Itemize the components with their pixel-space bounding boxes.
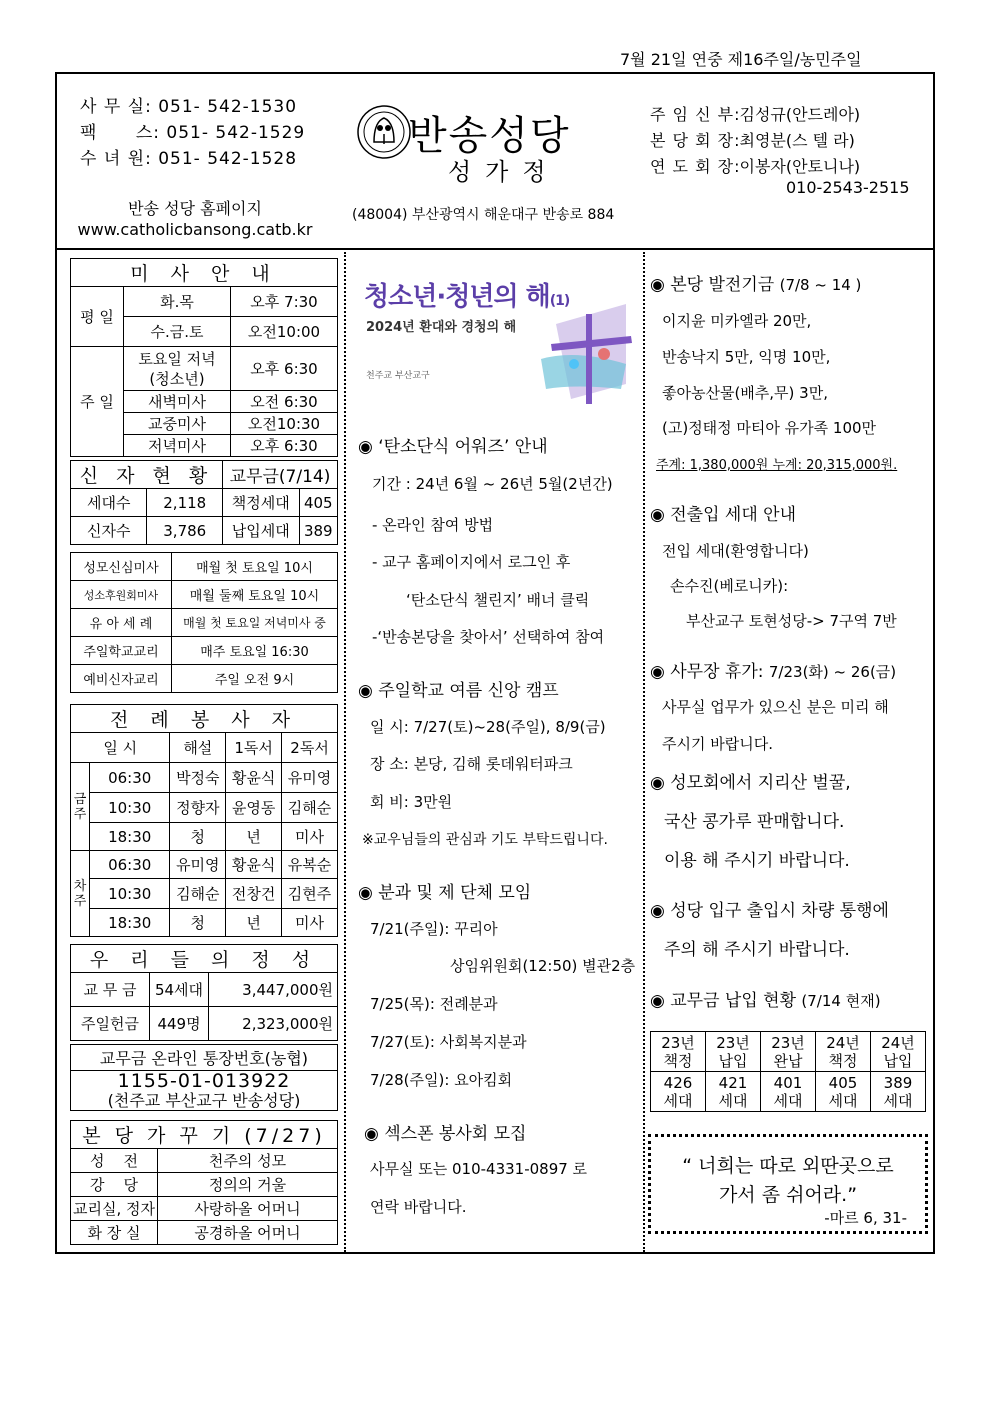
carbon-line: - 온라인 참여 방법 bbox=[372, 516, 494, 534]
cell: 405 bbox=[299, 489, 337, 517]
sunday-label: 주 일 bbox=[71, 347, 124, 457]
header-divider bbox=[55, 248, 935, 250]
vacation-line: 사무실 업무가 있으신 분은 미리 해 bbox=[662, 698, 889, 716]
col-header: 2독서 bbox=[282, 733, 338, 763]
scripture-quote bbox=[648, 1134, 928, 1234]
car-line: ◉ 성당 입구 출입시 차량 통행에 bbox=[650, 901, 889, 921]
cell: 유 아 세 례 bbox=[71, 609, 172, 637]
right-column-divider bbox=[643, 252, 645, 1252]
cell: 18:30 bbox=[90, 909, 170, 937]
account-table bbox=[70, 1044, 338, 1111]
mass-day: 교중미사 bbox=[124, 413, 231, 435]
cell: 년 bbox=[226, 909, 282, 937]
cell: 매월 첫 토요일 10시 bbox=[172, 553, 338, 581]
cell: 김해순 bbox=[282, 793, 338, 823]
tithe-value: 421 세대 bbox=[706, 1072, 761, 1112]
cell: 화 장 실 bbox=[71, 1221, 158, 1245]
district-row bbox=[650, 154, 860, 177]
cell: 10:30 bbox=[90, 793, 170, 823]
mass-time: 오전 6:30 bbox=[231, 391, 338, 413]
cell: 책정세대 bbox=[223, 489, 299, 517]
cell: 황윤식 bbox=[226, 763, 282, 793]
cell: 06:30 bbox=[90, 763, 170, 793]
chair-label: 본 당 회 장 bbox=[650, 131, 735, 150]
tithe-status-row bbox=[650, 986, 881, 1011]
tithe-value: 389 세대 bbox=[871, 1072, 926, 1112]
honey-line: ◉ 성모회에서 지리산 벌꿀, bbox=[650, 773, 851, 793]
fund-line: 반송낙지 5만, 익명 10만, bbox=[662, 348, 831, 366]
tithe-status-date: (7/14 현재) bbox=[801, 992, 881, 1010]
pastor-row bbox=[650, 102, 860, 125]
move-line: 전입 세대(환영합니다) bbox=[662, 542, 809, 560]
cell: 정의의 거울 bbox=[158, 1173, 338, 1197]
camp-title: ◉ 주일학교 여름 신앙 캠프 bbox=[358, 681, 559, 701]
carbon-line: ‘탄소단식 챌린지’ 배너 클릭 bbox=[406, 591, 590, 609]
cell: 매주 토요일 16:30 bbox=[172, 637, 338, 665]
tithe-value: 426 세대 bbox=[651, 1072, 706, 1112]
tithe-status-table bbox=[650, 1031, 926, 1112]
cell: 김현주 bbox=[282, 879, 338, 909]
cell: 3,447,000원 bbox=[209, 973, 338, 1007]
homepage-url[interactable]: www.catholicbansong.catb.kr bbox=[77, 220, 313, 239]
next-week-label: 차주 bbox=[71, 851, 90, 937]
fund-line: 이지윤 미카엘라 20만, bbox=[662, 312, 812, 330]
cell: 황윤식 bbox=[226, 851, 282, 879]
mass-time: 오전10:30 bbox=[231, 413, 338, 435]
honey-line: 국산 콩가루 판매합니다. bbox=[664, 812, 845, 832]
cell: 박정숙 bbox=[170, 763, 226, 793]
liturgy-table bbox=[70, 704, 338, 937]
col-header: 일 시 bbox=[71, 733, 170, 763]
honey-line: 이용 해 주시기 바랍니다. bbox=[664, 851, 850, 871]
carbon-line: - 교구 홈페이지에서 로그인 후 bbox=[372, 553, 571, 571]
care-table bbox=[70, 1120, 338, 1245]
quote-line: “ 너희는 따로 외딴곳으로 bbox=[682, 1155, 894, 1177]
cell: 천주의 성모 bbox=[158, 1149, 338, 1173]
vacation-date: 7/23(화) ~ 26(금) bbox=[768, 663, 897, 681]
cell: 성소후원회미사 bbox=[71, 581, 172, 609]
district-label: 연 도 회 장 bbox=[650, 157, 735, 176]
cell: 정향자 bbox=[170, 793, 226, 823]
schedule-table bbox=[70, 552, 338, 693]
parish-address: (48004) 부산광역시 해운대구 반송로 884 bbox=[352, 207, 615, 223]
cell: 윤영동 bbox=[226, 793, 282, 823]
move-line: 부산교구 토현성당-> 7구역 7반 bbox=[686, 612, 897, 630]
cell: 유미영 bbox=[170, 851, 226, 879]
carbon-title: ◉ ‘탄소단식 어워즈’ 안내 bbox=[358, 437, 548, 457]
youth-year-banner bbox=[356, 264, 638, 414]
convent-phone: 수 녀 원: 051- 542-1528 bbox=[80, 149, 298, 169]
tithe-head: 23년 완납 bbox=[761, 1032, 816, 1072]
mass-time: 오후 6:30 bbox=[231, 435, 338, 457]
fund-line: (고)정태정 마티아 유가족 100만 bbox=[662, 419, 877, 437]
cell: 주일 오전 9시 bbox=[172, 665, 338, 693]
vacation-title: ◉ 사무장 휴가: bbox=[650, 662, 764, 682]
cell: 3,786 bbox=[147, 517, 223, 545]
camp-line: 장 소: 본당, 김해 롯데워터파크 bbox=[370, 755, 573, 773]
quote-line: 가서 좀 쉬어라.” bbox=[718, 1184, 858, 1206]
cell: 교리실, 정자 bbox=[71, 1197, 158, 1221]
this-week-label: 금주 bbox=[71, 763, 90, 851]
pastor-name: :김성규(안드레아) bbox=[734, 105, 861, 124]
move-title: ◉ 전출입 세대 안내 bbox=[650, 505, 796, 525]
cell: 미사 bbox=[282, 909, 338, 937]
cell: 납입세대 bbox=[223, 517, 299, 545]
parish-name: 반송성당 bbox=[408, 113, 571, 159]
pastor-label: 주 임 신 부 bbox=[650, 105, 735, 124]
banner-title-text: 청소년·청년의 해 bbox=[364, 282, 550, 312]
tithe-head: 24년 납입 bbox=[871, 1032, 926, 1072]
offering-title: 우 리 들 의 정 성 bbox=[71, 945, 338, 973]
tithe-title: 교무금(7/14) bbox=[223, 461, 338, 489]
cell: 김해순 bbox=[170, 879, 226, 909]
homepage-label: 반송 성당 홈페이지 bbox=[128, 199, 262, 218]
cell: 성 전 bbox=[71, 1149, 158, 1173]
account-number: 1155-01-013922 bbox=[117, 1069, 291, 1092]
tithe-head: 23년 납입 bbox=[706, 1032, 761, 1072]
tithe-value: 401 세대 bbox=[761, 1072, 816, 1112]
meeting-title: ◉ 분과 및 제 단체 모임 bbox=[358, 883, 532, 903]
cell: 청 bbox=[170, 823, 226, 851]
camp-line: 일 시: 7/27(토)~28(주일), 8/9(금) bbox=[370, 718, 606, 736]
chair-row bbox=[650, 128, 855, 151]
meeting-line: 7/21(주일): 꾸리아 bbox=[370, 920, 498, 938]
cell: 미사 bbox=[282, 823, 338, 851]
meeting-line: 7/25(목): 전례분과 bbox=[370, 995, 498, 1013]
quote-source: -마르 6, 31- bbox=[824, 1209, 907, 1227]
cell: 2,323,000원 bbox=[209, 1007, 338, 1041]
mass-day: 수.금.토 bbox=[124, 317, 231, 347]
cell: 전창건 bbox=[226, 879, 282, 909]
mass-day: 화.목 bbox=[124, 287, 231, 317]
vacation-line: 주시기 바랍니다. bbox=[662, 735, 773, 753]
cell: 2,118 bbox=[147, 489, 223, 517]
sax-title: ◉ 섹스폰 봉사회 모집 bbox=[364, 1124, 527, 1144]
account-title: 교무금 온라인 통장번호(농협) bbox=[71, 1045, 338, 1071]
offering-table bbox=[70, 944, 338, 1041]
cell: 유미영 bbox=[282, 763, 338, 793]
cell: 54세대 bbox=[150, 973, 209, 1007]
cell: 예비신자교리 bbox=[71, 665, 172, 693]
sax-line: 사무실 또는 010-4331-0897 로 bbox=[370, 1160, 588, 1178]
tithe-value: 405 세대 bbox=[816, 1072, 871, 1112]
liturgy-title: 전 례 봉 사 자 bbox=[71, 705, 338, 733]
cell: 매월 둘째 토요일 10시 bbox=[172, 581, 338, 609]
district-phone: 010-2543-2515 bbox=[786, 178, 910, 197]
mass-time: 오후 7:30 bbox=[231, 287, 338, 317]
banner-title-number: (1) bbox=[549, 293, 570, 309]
fax-number: 팩 스: 051- 542-1529 bbox=[80, 123, 306, 143]
banner-title bbox=[364, 276, 569, 313]
fund-title-row bbox=[650, 270, 861, 295]
cell: 강 당 bbox=[71, 1173, 158, 1197]
cell: 세대수 bbox=[71, 489, 147, 517]
camp-line: ※교우님들의 관심과 기도 부탁드립니다. bbox=[362, 832, 608, 848]
cell: 사랑하올 어머니 bbox=[158, 1197, 338, 1221]
cell: 주일학교교리 bbox=[71, 637, 172, 665]
banner-org: 천주교 부산교구 bbox=[366, 371, 430, 381]
carbon-line: 기간 : 24년 6월 ~ 26년 5월(2년간) bbox=[372, 475, 613, 493]
mass-title: 미 사 안 내 bbox=[71, 259, 338, 287]
cell: 공경하올 어머니 bbox=[158, 1221, 338, 1245]
sax-line: 연락 바랍니다. bbox=[370, 1198, 467, 1216]
tithe-status-title: ◉ 교무금 납입 현황 bbox=[650, 991, 796, 1011]
cell: 449명 bbox=[150, 1007, 209, 1041]
believers-table bbox=[70, 460, 338, 545]
cell: 389 bbox=[299, 517, 337, 545]
weekday-label: 평 일 bbox=[71, 287, 124, 347]
parish-logo bbox=[356, 104, 412, 160]
cell: 주일헌금 bbox=[71, 1007, 150, 1041]
move-line: 손수진(베로니카): bbox=[670, 577, 789, 595]
cell: 유복순 bbox=[282, 851, 338, 879]
banner-subtitle: 2024년 환대와 경청의 해 bbox=[366, 320, 517, 335]
mass-day: 저녁미사 bbox=[124, 435, 231, 457]
chair-name: :최영분(스 텔 라) bbox=[734, 131, 855, 150]
cell: 교 무 금 bbox=[71, 973, 150, 1007]
car-line: 주의 해 주시기 바랍니다. bbox=[664, 940, 850, 960]
account-holder: (천주교 부산교구 반송성당) bbox=[107, 1090, 301, 1110]
mass-day: 토요일 저녁 (청소년) bbox=[124, 347, 231, 391]
cell: 18:30 bbox=[90, 823, 170, 851]
cell: 매월 첫 토요일 저녁미사 중 bbox=[172, 609, 338, 637]
fund-title: ◉ 본당 발전기금 bbox=[650, 275, 775, 295]
cell: 06:30 bbox=[90, 851, 170, 879]
cell: 년 bbox=[226, 823, 282, 851]
carbon-line: -‘반송본당을 찾아서’ 선택하여 참여 bbox=[372, 628, 605, 646]
care-title: 본 당 가 꾸 기 (7/27) bbox=[71, 1121, 338, 1149]
office-phone: 사 무 실: 051- 542-1530 bbox=[80, 97, 298, 117]
believers-title: 신 자 현 황 bbox=[71, 461, 223, 489]
fund-line: 좋아농산물(배추,무) 3만, bbox=[662, 384, 828, 402]
meeting-line: 7/27(토): 사회복지분과 bbox=[370, 1033, 527, 1051]
left-column-divider bbox=[344, 252, 346, 1252]
meeting-line: 상임위원회(12:50) 별관2층 bbox=[450, 957, 636, 975]
cell: 성모신심미사 bbox=[71, 553, 172, 581]
mass-time: 오후 6:30 bbox=[231, 347, 338, 391]
mass-time: 오전10:00 bbox=[231, 317, 338, 347]
cell: 청 bbox=[170, 909, 226, 937]
district-name: :이봉자(안토니나) bbox=[734, 157, 861, 176]
col-header: 해설 bbox=[170, 733, 226, 763]
mass-table bbox=[70, 258, 338, 457]
fund-period: (7/8 ~ 14 ) bbox=[779, 276, 862, 294]
bulletin-name: 성가정 bbox=[448, 158, 560, 186]
col-header: 1독서 bbox=[226, 733, 282, 763]
account-box bbox=[71, 1071, 338, 1111]
mass-day: 새벽미사 bbox=[124, 391, 231, 413]
cell: 10:30 bbox=[90, 879, 170, 909]
meeting-line: 7/28(주일): 요아킴회 bbox=[370, 1071, 513, 1089]
cell: 신자수 bbox=[71, 517, 147, 545]
issue-date: 7월 21일 연중 제16주일/농민주일 bbox=[620, 50, 862, 69]
fund-total: 주계: 1,380,000원 누계: 20,315,000원. bbox=[656, 458, 898, 473]
tithe-head: 24년 책정 bbox=[816, 1032, 871, 1072]
tithe-head: 23년 책정 bbox=[651, 1032, 706, 1072]
camp-line: 회 비: 3만원 bbox=[370, 793, 453, 811]
vacation-row bbox=[650, 657, 896, 682]
